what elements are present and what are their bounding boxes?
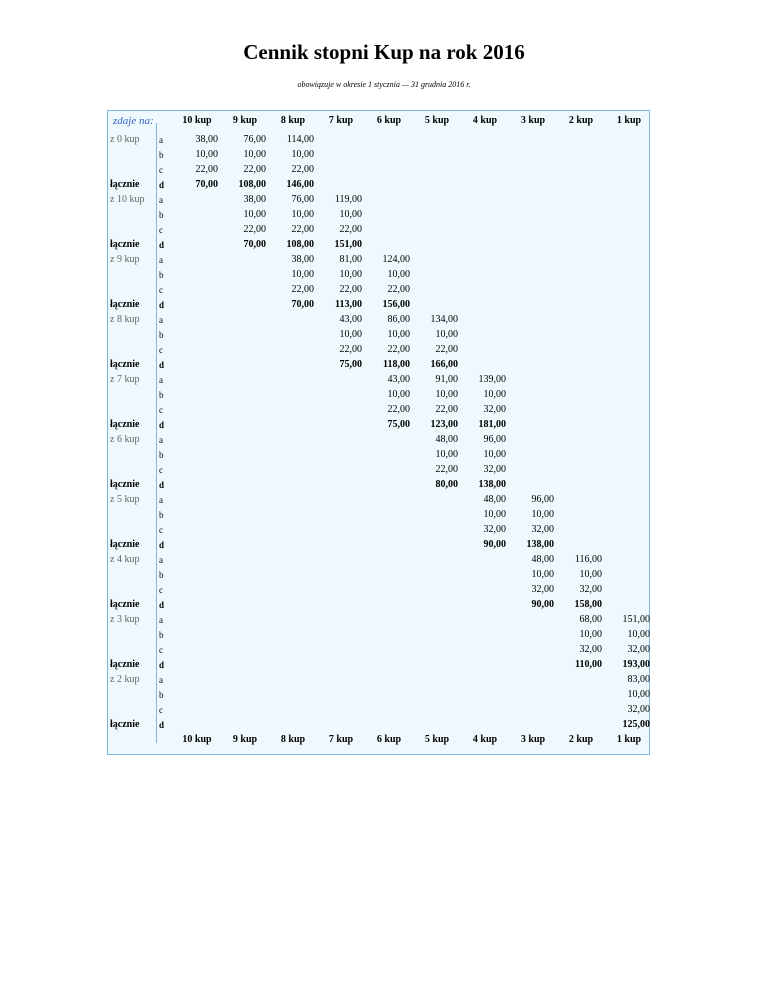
price-cell: 138,00 (478, 479, 506, 490)
price-cell: 75,00 (339, 359, 362, 370)
price-cell: 90,00 (483, 539, 506, 550)
price-cell: 139,00 (478, 374, 506, 385)
price-cell: 108,00 (238, 179, 266, 190)
price-cell: 156,00 (382, 299, 410, 310)
price-cell: 48,00 (483, 494, 506, 505)
price-cell: 10,00 (435, 389, 458, 400)
price-cell: 32,00 (483, 524, 506, 535)
price-cell: 38,00 (291, 254, 314, 265)
price-cell: 123,00 (430, 419, 458, 430)
row-letter: b (159, 630, 164, 640)
row-letter: c (159, 525, 163, 535)
price-cell: 32,00 (579, 584, 602, 595)
row-letter: c (159, 285, 163, 295)
price-cell: 32,00 (579, 644, 602, 655)
price-cell: 75,00 (387, 419, 410, 430)
price-cell: 10,00 (291, 209, 314, 220)
row-letter: d (159, 180, 165, 190)
row-letter: b (159, 390, 164, 400)
group-sum-label: łącznie (110, 659, 140, 670)
group-sum-label: łącznie (110, 539, 140, 550)
column-header: 8 kup (280, 115, 306, 126)
price-cell: 10,00 (243, 209, 266, 220)
price-cell: 22,00 (387, 344, 410, 355)
price-cell: 10,00 (579, 569, 602, 580)
group-sum-label: łącznie (110, 719, 140, 730)
row-letter: a (159, 495, 163, 505)
column-header: 5 kup (424, 115, 450, 126)
price-cell: 83,00 (627, 674, 650, 685)
row-letter: d (159, 300, 165, 310)
price-cell: 43,00 (387, 374, 410, 385)
price-cell: 22,00 (387, 404, 410, 415)
price-cell: 22,00 (291, 284, 314, 295)
price-cell: 22,00 (339, 344, 362, 355)
price-cell: 96,00 (483, 434, 506, 445)
price-cell: 22,00 (243, 164, 266, 175)
row-letter: d (159, 240, 165, 250)
group-from-label: z 7 kup (110, 374, 140, 385)
price-cell: 32,00 (483, 404, 506, 415)
column-footer: 3 kup (520, 734, 546, 745)
price-cell: 70,00 (195, 179, 218, 190)
price-cell: 86,00 (387, 314, 410, 325)
row-letter: c (159, 585, 163, 595)
group-from-label: z 5 kup (110, 494, 140, 505)
price-cell: 76,00 (291, 194, 314, 205)
price-cell: 151,00 (334, 239, 362, 250)
column-header: 3 kup (520, 115, 546, 126)
column-header: 1 kup (616, 115, 642, 126)
price-cell: 10,00 (291, 269, 314, 280)
row-letter: a (159, 315, 163, 325)
price-cell: 32,00 (531, 524, 554, 535)
price-table (107, 110, 650, 755)
price-cell: 10,00 (339, 329, 362, 340)
row-letter: a (159, 615, 163, 625)
column-header: 6 kup (376, 115, 402, 126)
price-cell: 48,00 (531, 554, 554, 565)
price-cell: 166,00 (430, 359, 458, 370)
price-cell: 22,00 (243, 224, 266, 235)
price-cell: 68,00 (579, 614, 602, 625)
row-letter: c (159, 225, 163, 235)
group-sum-label: łącznie (110, 299, 140, 310)
column-header: 9 kup (232, 115, 258, 126)
row-letter: a (159, 375, 163, 385)
row-letter: a (159, 195, 163, 205)
price-cell: 124,00 (382, 254, 410, 265)
page-subtitle: obowiązuje w okresie 1 stycznia — 31 grudnia 2016 r. (297, 80, 471, 89)
group-from-label: z 8 kup (110, 314, 140, 325)
price-cell: 48,00 (435, 434, 458, 445)
corner-label: zdaje na: (113, 115, 154, 127)
row-letter: a (159, 555, 163, 565)
price-cell: 10,00 (627, 629, 650, 640)
price-cell: 134,00 (430, 314, 458, 325)
row-letter: d (159, 600, 165, 610)
price-cell: 10,00 (483, 389, 506, 400)
row-letter: c (159, 405, 163, 415)
group-from-label: z 3 kup (110, 614, 140, 625)
price-cell: 10,00 (339, 269, 362, 280)
row-letter: b (159, 570, 164, 580)
price-cell: 70,00 (243, 239, 266, 250)
price-cell: 181,00 (478, 419, 506, 430)
row-letter: b (159, 330, 164, 340)
price-cell: 32,00 (483, 464, 506, 475)
row-letter: c (159, 645, 163, 655)
price-cell: 90,00 (531, 599, 554, 610)
row-letter: c (159, 165, 163, 175)
group-sum-label: łącznie (110, 239, 140, 250)
price-cell: 22,00 (339, 284, 362, 295)
price-cell: 91,00 (435, 374, 458, 385)
price-cell: 151,00 (622, 614, 650, 625)
column-footer: 8 kup (280, 734, 306, 745)
price-cell: 22,00 (435, 464, 458, 475)
price-cell: 22,00 (195, 164, 218, 175)
price-cell: 80,00 (435, 479, 458, 490)
price-cell: 113,00 (335, 299, 362, 310)
row-letter: b (159, 210, 164, 220)
price-cell: 146,00 (286, 179, 314, 190)
price-cell: 43,00 (339, 314, 362, 325)
price-cell: 108,00 (286, 239, 314, 250)
price-cell: 10,00 (387, 269, 410, 280)
group-from-label: z 0 kup (110, 134, 140, 145)
price-cell: 10,00 (387, 389, 410, 400)
row-letter: d (159, 660, 165, 670)
price-cell: 38,00 (243, 194, 266, 205)
group-from-label: z 6 kup (110, 434, 140, 445)
price-cell: 22,00 (291, 164, 314, 175)
group-from-label: z 10 kup (110, 194, 145, 205)
price-cell: 110,00 (575, 659, 602, 670)
price-cell: 118,00 (383, 359, 410, 370)
row-letter: c (159, 465, 163, 475)
group-from-label: z 9 kup (110, 254, 140, 265)
price-cell: 116,00 (574, 554, 602, 565)
column-header: 7 kup (328, 115, 354, 126)
price-cell: 10,00 (195, 149, 218, 160)
row-letter: c (159, 345, 163, 355)
row-letter: b (159, 450, 164, 460)
price-cell: 10,00 (483, 509, 506, 520)
row-letter: d (159, 360, 165, 370)
price-cell: 193,00 (622, 659, 650, 670)
column-header: 2 kup (568, 115, 594, 126)
price-cell: 10,00 (339, 209, 362, 220)
column-footer: 5 kup (424, 734, 450, 745)
row-letter: a (159, 135, 163, 145)
price-cell: 10,00 (531, 509, 554, 520)
column-footer: 6 kup (376, 734, 402, 745)
row-letter: c (159, 705, 163, 715)
group-sum-label: łącznie (110, 599, 140, 610)
price-cell: 22,00 (291, 224, 314, 235)
price-cell: 10,00 (387, 329, 410, 340)
row-letter: a (159, 255, 163, 265)
row-letter: a (159, 675, 163, 685)
column-footer: 9 kup (232, 734, 258, 745)
column-footer: 4 kup (472, 734, 498, 745)
price-cell: 81,00 (339, 254, 362, 265)
price-cell: 138,00 (526, 539, 554, 550)
column-footer: 2 kup (568, 734, 594, 745)
group-sum-label: łącznie (110, 179, 140, 190)
row-letter: b (159, 150, 164, 160)
column-header: 4 kup (472, 115, 498, 126)
price-cell: 10,00 (291, 149, 314, 160)
column-footer: 10 kup (182, 734, 212, 745)
price-cell: 32,00 (627, 704, 650, 715)
row-letter: a (159, 435, 163, 445)
group-from-label: z 4 kup (110, 554, 140, 565)
row-letter: d (159, 420, 165, 430)
row-letter: d (159, 720, 165, 730)
group-sum-label: łącznie (110, 479, 140, 490)
row-letter: d (159, 480, 165, 490)
label-divider (156, 123, 157, 743)
price-cell: 10,00 (627, 689, 650, 700)
group-sum-label: łącznie (110, 419, 140, 430)
price-cell: 96,00 (531, 494, 554, 505)
group-sum-label: łącznie (110, 359, 140, 370)
price-cell: 10,00 (243, 149, 266, 160)
price-cell: 10,00 (435, 449, 458, 460)
price-cell: 22,00 (339, 224, 362, 235)
price-cell: 114,00 (286, 134, 314, 145)
price-cell: 119,00 (334, 194, 362, 205)
price-cell: 10,00 (579, 629, 602, 640)
price-cell: 10,00 (483, 449, 506, 460)
column-header: 10 kup (182, 115, 212, 126)
price-cell: 38,00 (195, 134, 218, 145)
price-cell: 10,00 (435, 329, 458, 340)
price-cell: 22,00 (387, 284, 410, 295)
price-cell: 22,00 (435, 344, 458, 355)
row-letter: b (159, 270, 164, 280)
price-cell: 76,00 (243, 134, 266, 145)
column-footer: 7 kup (328, 734, 354, 745)
row-letter: d (159, 540, 165, 550)
page-title: Cennik stopni Kup na rok 2016 (243, 40, 525, 64)
price-cell: 158,00 (574, 599, 602, 610)
price-cell: 10,00 (531, 569, 554, 580)
group-from-label: z 2 kup (110, 674, 140, 685)
price-cell: 32,00 (531, 584, 554, 595)
row-letter: b (159, 510, 164, 520)
price-cell: 22,00 (435, 404, 458, 415)
row-letter: b (159, 690, 164, 700)
price-cell: 125,00 (622, 719, 650, 730)
price-cell: 32,00 (627, 644, 650, 655)
price-cell: 70,00 (291, 299, 314, 310)
column-footer: 1 kup (616, 734, 642, 745)
